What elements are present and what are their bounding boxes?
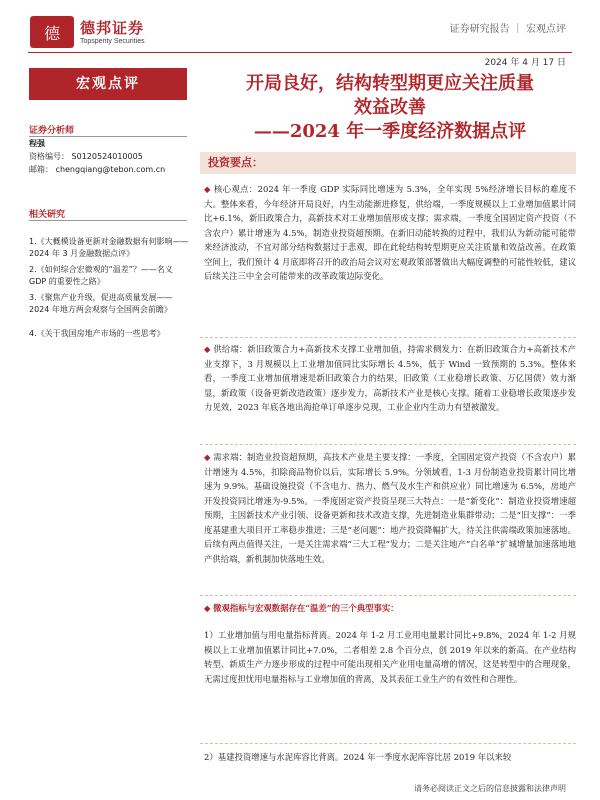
title-line: 效益改善 (354, 97, 426, 118)
section-divider (200, 444, 576, 445)
related-heading: 相关研究 (29, 210, 66, 220)
sidebar-divider (29, 136, 187, 137)
supply-paragraph: ◆ 供给端：新旧政策合力+高新技术支撑工业增加值，持需求侧发力：在新旧政策合力+高新技术产业支撑下，3 月规模以上工业增加值同比实际增长 4.5%，低于 Wind 一致预期的 5.3%。整体来看，一季度工业增加值增速是新旧政策合力的结果，旧政策（工业稳增长政策、万亿国债）效力渐显，新政策（设备更新改造政策）逐步发力，高新技术产业是核心支撑。随着工业稳增长政策逐步发力见效，2023 年底各地出海抢单订单逐步兑现，工业企业内生动力有望被激发。 (204, 344, 576, 412)
sidebar-divider (29, 220, 187, 221)
related-link[interactable]: 1.《大概模设备更新对金融数据有何影响——2024 年 3 月金融数据点评》 (29, 237, 189, 258)
section-divider (200, 595, 576, 596)
doc-type: 证券研究报告 ｜ 宏观点评 (449, 24, 566, 35)
bullet-icon: ◆ (204, 603, 214, 613)
section-divider (200, 337, 576, 338)
report-title (200, 72, 580, 144)
bullet-icon: ◆ (204, 184, 214, 194)
related-link[interactable]: 2.《如何综合宏微观的“温差”？——名义 GDP 的重要性之路》 (29, 265, 173, 286)
related-link[interactable]: 4.《关于我国房地产市场的一些思考》 (29, 329, 165, 338)
micro-heading: ◆ 微观指标与宏观数据存在“温差”的三个典型事实： (204, 603, 399, 613)
analyst-email[interactable]: 邮箱： chengqiang@tebon.com.cn (29, 165, 166, 174)
category-label: 宏观点评 (29, 68, 187, 100)
bullet-icon: ◆ (204, 452, 214, 462)
related-link[interactable]: 3.《聚焦产业升级，促进高质量发展——2024 年地方两会观察与全国两会前瞻》 (29, 293, 173, 314)
bullet-icon: ◆ (204, 344, 214, 354)
micro-item-2: 2）基建投资增速与水泥库容比背离。2024 年一季度水泥库容比居 2019 年以来较 (204, 752, 512, 762)
demand-paragraph: ◆ 需求端：制造业投资超预期，高技术产业是主要支撑：一季度，全国固定资产投资（不含农户）累计增速为 4.5%，扣除商品物价以后，实际增长 5.9%。分领域看，1-3 月份制造业投资累计同比增速为 9.9%。基础设施投资（不含电力、热力、燃气及水生产和供应业）同比增速为 6.5%，房地产开发投资同比增速为-9.5%。一季度固定资产投资呈现三大特点：一是“新变化”：制造业投资增速超预期，主因新技术产业引领、设备更新和技术改造支撑，先进制造业集群带动；二是“旧支撑”：一季度基建重大项目开工率稳步推进；三是“老问题”：地产投资降幅扩大，待关注供需端政策加速落地。后续有两点值得关注，一是关注需求端“三大工程”发力；二是关注地产“白名单”扩城增量加速落地地产供给端，新机制加快落地生效。 (204, 452, 576, 564)
investment-points-label: 投资要点： (208, 156, 263, 169)
company-name: 德邦证券 (80, 19, 145, 37)
header-divider (28, 52, 572, 53)
title-subtitle: ——2024 年一季度经济数据点评 (253, 121, 527, 142)
analyst-cert: 资格编号： S0120524010005 (29, 152, 143, 161)
report-date: 2024 年 4 月 17 日 (484, 58, 566, 68)
analyst-heading: 证券分析师 (29, 126, 75, 136)
logo-icon: 德 (30, 16, 74, 48)
core-view-paragraph: ◆ 核心观点：2024 年一季度 GDP 实际同比增速为 5.3%，全年实现 5%经济增长目标的难度不大。整体来看，今年经济开局良好，内生动能渐进修复，供给端，一季度规模以上工业增加值累计同比+6.1%，新旧政策合力，高新技术对工业增加值形成支撑；需求端，一季度全国固定资产投资（不含农户）累计增速为 4.5%，制造业投资超预期。在新旧动能转换的过程中，我们认为新动能可能带来经济波动，不宜对部分结构数据过于悲观，即在此轮结构转型期更应关注质量和效益改善。在政策空间上，我们预计 4 月底即将召开的政治局会议对宏观政策部署做出大幅度调整的可能性较低，建议后续关注三中全会可能带来的改革政策边际变化。 (204, 184, 576, 281)
footer-disclaimer: 请务必阅读正文之后的信息披露和法律声明 (414, 784, 566, 793)
company-name-en: Topsperity Securities (80, 38, 145, 45)
title-line: 开局良好，结构转型期更应关注质量 (246, 73, 534, 94)
analyst-name: 程强 (29, 139, 45, 148)
micro-item-1: 1）工业增加值与用电量指标背离。2024 年 1-2 月工业用电量累计同比+9.8%，2024 年 1-2 月规模以上工业增加值累计同比+7.0%，二者相差 2.8 个百分点，创 2019 年以来的新高。在产业结构转型、新质生产力逐步形成的过程中可能出现相关产业用电量高增的情况，这是转型中的合理现象，无需过度担忧用电量指标与工业增加值的背离，及其表征工业生产的有效性和合理性。 (204, 630, 576, 684)
section-divider (200, 743, 576, 744)
